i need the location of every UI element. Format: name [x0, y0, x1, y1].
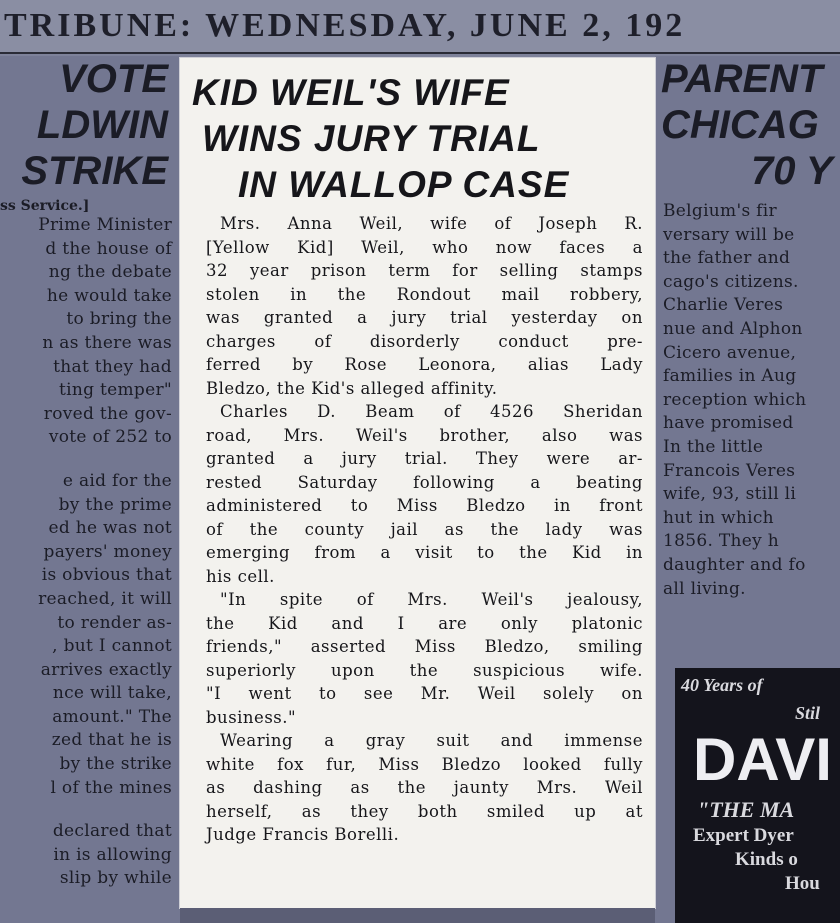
- right-column-line: have promised: [663, 413, 794, 434]
- left-column-line: slip by while: [59, 868, 172, 889]
- article-headline: [180, 70, 655, 208]
- article-line: "I went to see Mr. Weil solely on: [206, 684, 643, 703]
- article-line: Charles D. Beam of 4526 Sheridan: [220, 402, 643, 421]
- left-column-line: is obvious that: [41, 565, 172, 586]
- article-paragraph: [206, 729, 643, 847]
- left-neighbor-column: [0, 56, 180, 923]
- left-column-line: nce will take,: [52, 683, 172, 704]
- article-line: rested Saturday following a beating: [206, 472, 643, 492]
- article-line: Judge Francis Borelli.: [206, 825, 400, 844]
- left-column-line: ng the debate: [48, 262, 172, 283]
- left-column-line: ting temper": [58, 380, 172, 401]
- article-line: business.": [206, 707, 297, 727]
- left-column-line: to render as-: [57, 612, 172, 633]
- right-column-line: cago's citizens.: [663, 271, 799, 292]
- article-line: superiorly upon the suspicious wife.: [206, 660, 643, 680]
- article-line: ferred by Rose Leonora, alias Lady: [206, 355, 643, 374]
- left-column-source: ss Service.]: [0, 198, 90, 214]
- ad-line: Hou: [785, 873, 820, 894]
- left-headline-line: LDWIN: [36, 103, 168, 147]
- article-line: Mrs. Anna Weil, wife of Joseph R.: [220, 214, 643, 233]
- right-column-line: Cicero avenue,: [663, 342, 797, 363]
- left-column-line: in is allowing: [53, 844, 172, 865]
- right-column-line: the father and: [663, 248, 791, 269]
- ad-line: Expert Dyer: [693, 825, 794, 846]
- article-clipping: [180, 58, 655, 908]
- ad-line: Kinds o: [735, 849, 798, 870]
- article-line: granted a jury trial. They were ar-: [206, 449, 643, 468]
- article-line: emerging from a visit to the Kid in: [206, 543, 643, 562]
- left-column-line: reached, it will: [38, 588, 172, 609]
- right-column-line: wife, 93, still li: [663, 484, 797, 505]
- left-column-line: d the house of: [45, 238, 172, 259]
- right-column-line: daughter and fo: [663, 554, 806, 575]
- right-column-line: Charlie Veres: [663, 295, 784, 316]
- left-column-line: Prime Minister: [38, 215, 172, 235]
- right-column-line: 1856. They h: [663, 531, 779, 552]
- right-headline-line: CHICAG: [661, 103, 819, 147]
- right-column-line: versary will be: [663, 224, 795, 245]
- article-line: [Yellow Kid] Weil, who now faces a: [206, 237, 643, 257]
- article-line: Bledzo, the Kid's alleged affinity.: [206, 378, 498, 398]
- ad-tagline-2: Stil: [795, 703, 821, 723]
- article-line: herself, as they both smiled up at: [206, 801, 643, 821]
- article-line: was granted a jury trial yesterday on: [206, 308, 643, 327]
- right-column-headline: [655, 56, 840, 194]
- left-column-line: arrives exactly: [40, 659, 172, 680]
- article-line: friends," asserted Miss Bledzo, smiling: [206, 637, 643, 656]
- left-column-body: [0, 214, 180, 891]
- left-column-line: payers' money: [43, 541, 172, 562]
- article-line: 32 year prison term for selling stamps: [206, 261, 643, 280]
- left-column-line: n as there was: [42, 332, 172, 353]
- article-line: administered to Miss Bledzo in front: [206, 496, 643, 515]
- masthead-rule: [0, 52, 840, 54]
- left-column-headline: [0, 56, 180, 194]
- headline-line: WINS JURY TRIAL: [202, 118, 541, 159]
- article-line: charges of disorderly conduct pre-: [206, 331, 643, 351]
- paragraph-gap: [0, 800, 180, 820]
- article-body: [180, 208, 655, 847]
- article-line: stolen in the Rondout mail robbery,: [206, 284, 643, 304]
- article-line: road, Mrs. Weil's brother, also was: [206, 425, 643, 445]
- article-line: his cell.: [206, 566, 275, 586]
- ad-tagline: [675, 668, 840, 696]
- article-line: as dashing as the jaunty Mrs. Weil: [206, 778, 643, 797]
- left-column-line: vote of 252 to: [48, 427, 172, 448]
- article-paragraph: [206, 212, 643, 400]
- left-column-line: ed he was not: [48, 518, 172, 539]
- right-column-line: Belgium's fir: [663, 201, 777, 221]
- left-headline-line: STRIKE: [21, 149, 168, 193]
- article-line: white fox fur, Miss Bledzo looked fully: [206, 754, 643, 774]
- ad-tagline-text: 40 Years of: [681, 675, 763, 695]
- right-headline-line: PARENT: [661, 57, 823, 101]
- left-column-line: l of the mines: [50, 777, 172, 798]
- right-column-line: all living.: [663, 578, 746, 599]
- bottom-edge-strip: [180, 908, 655, 923]
- paragraph-gap: [0, 450, 180, 470]
- left-column-line: amount." The: [52, 706, 172, 727]
- article-line: "In spite of Mrs. Weil's jealousy,: [220, 590, 643, 609]
- right-headline-line: 70 Y: [751, 149, 833, 193]
- advertisement: [675, 668, 840, 923]
- right-column-line: In the little: [663, 436, 764, 457]
- left-column-line: e aid for the: [62, 470, 172, 491]
- article-paragraph: [206, 588, 643, 729]
- left-column-line: roved the gov-: [43, 403, 172, 424]
- headline-line: IN WALLOP CASE: [238, 164, 570, 205]
- ad-business-name: DAVI: [693, 726, 832, 793]
- left-column-line: , but I cannot: [52, 636, 172, 657]
- article-line: the Kid and I are only platonic: [206, 613, 643, 633]
- left-column-line: to bring the: [66, 309, 172, 330]
- right-column-body: [655, 194, 840, 601]
- right-column-line: families in Aug: [663, 366, 797, 387]
- left-column-line: by the prime: [58, 494, 172, 515]
- right-column-line: Francois Veres: [663, 460, 796, 481]
- left-column-line: he would take: [46, 285, 172, 306]
- newspaper-masthead: TRIBUNE: WEDNESDAY, JUNE 2, 192: [0, 0, 840, 52]
- right-column-line: hut in which: [663, 507, 774, 528]
- left-column-line: that they had: [53, 356, 172, 377]
- right-column-line: nue and Alphon: [663, 318, 803, 339]
- article-line: of the county jail as the lady was: [206, 519, 643, 539]
- article-paragraph: [206, 400, 643, 588]
- left-column-line: by the strike: [59, 754, 172, 775]
- ad-subtitle: "THE MA: [697, 797, 795, 822]
- headline-line: KID WEIL'S WIFE: [192, 72, 510, 113]
- right-column-line: reception which: [663, 389, 807, 410]
- left-column-line: zed that he is: [51, 730, 172, 751]
- left-column-line: declared that: [52, 821, 172, 842]
- article-line: Wearing a gray suit and immense: [220, 731, 643, 750]
- left-headline-line: VOTE: [59, 57, 168, 101]
